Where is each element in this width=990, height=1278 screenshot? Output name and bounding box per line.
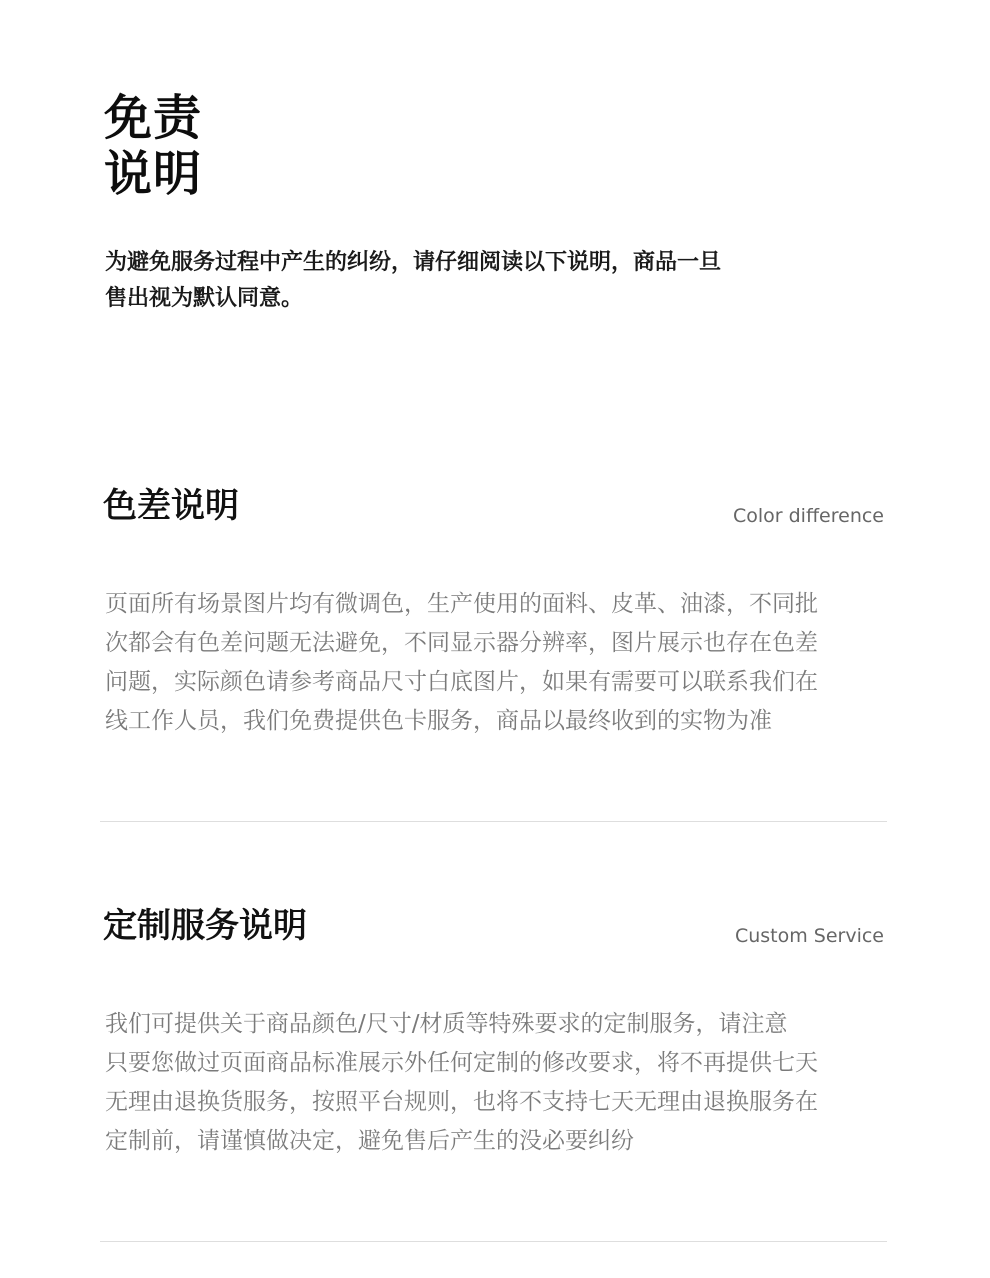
body-line: 无理由退换货服务，按照平台规则，也将不支持七天无理由退换服务在: [105, 1089, 818, 1115]
section-title-color-difference: 色差说明: [103, 486, 239, 526]
intro-line: 售出视为默认同意。: [105, 286, 304, 311]
section-body-custom-service: [105, 1005, 895, 1161]
page-title-line-2: 说明: [104, 146, 203, 202]
section-divider: [100, 1241, 887, 1242]
body-line: 只要您做过页面商品标准展示外任何定制的修改要求，将不再提供七天: [105, 1050, 818, 1076]
section-body-color-difference: [105, 585, 895, 741]
section-title-custom-service: 定制服务说明: [103, 906, 307, 946]
body-line: 定制前，请谨慎做决定，避免售后产生的没必要纠纷: [105, 1128, 634, 1154]
body-line: 页面所有场景图片均有微调色，生产使用的面料、皮革、油漆，不同批: [105, 591, 818, 617]
body-line: 线工作人员，我们免费提供色卡服务，商品以最终收到的实物为准: [105, 708, 772, 734]
page-title-line-1: 免责: [104, 90, 203, 146]
section-subtitle-color-difference: Color difference: [732, 505, 884, 527]
body-line: 次都会有色差问题无法避免，不同显示器分辨率，图片展示也存在色差: [105, 630, 818, 656]
section-divider: [100, 821, 887, 822]
section-subtitle-custom-service: Custom Service: [734, 925, 884, 947]
body-line: 我们可提供关于商品颜色/尺寸/材质等特殊要求的定制服务，请注意: [105, 1011, 788, 1037]
body-line: 问题，实际颜色请参考商品尺寸白底图片，如果有需要可以联系我们在: [105, 669, 818, 695]
intro-line: 为避免服务过程中产生的纠纷，请仔细阅读以下说明，商品一旦: [105, 250, 722, 275]
intro-paragraph: [105, 245, 825, 317]
